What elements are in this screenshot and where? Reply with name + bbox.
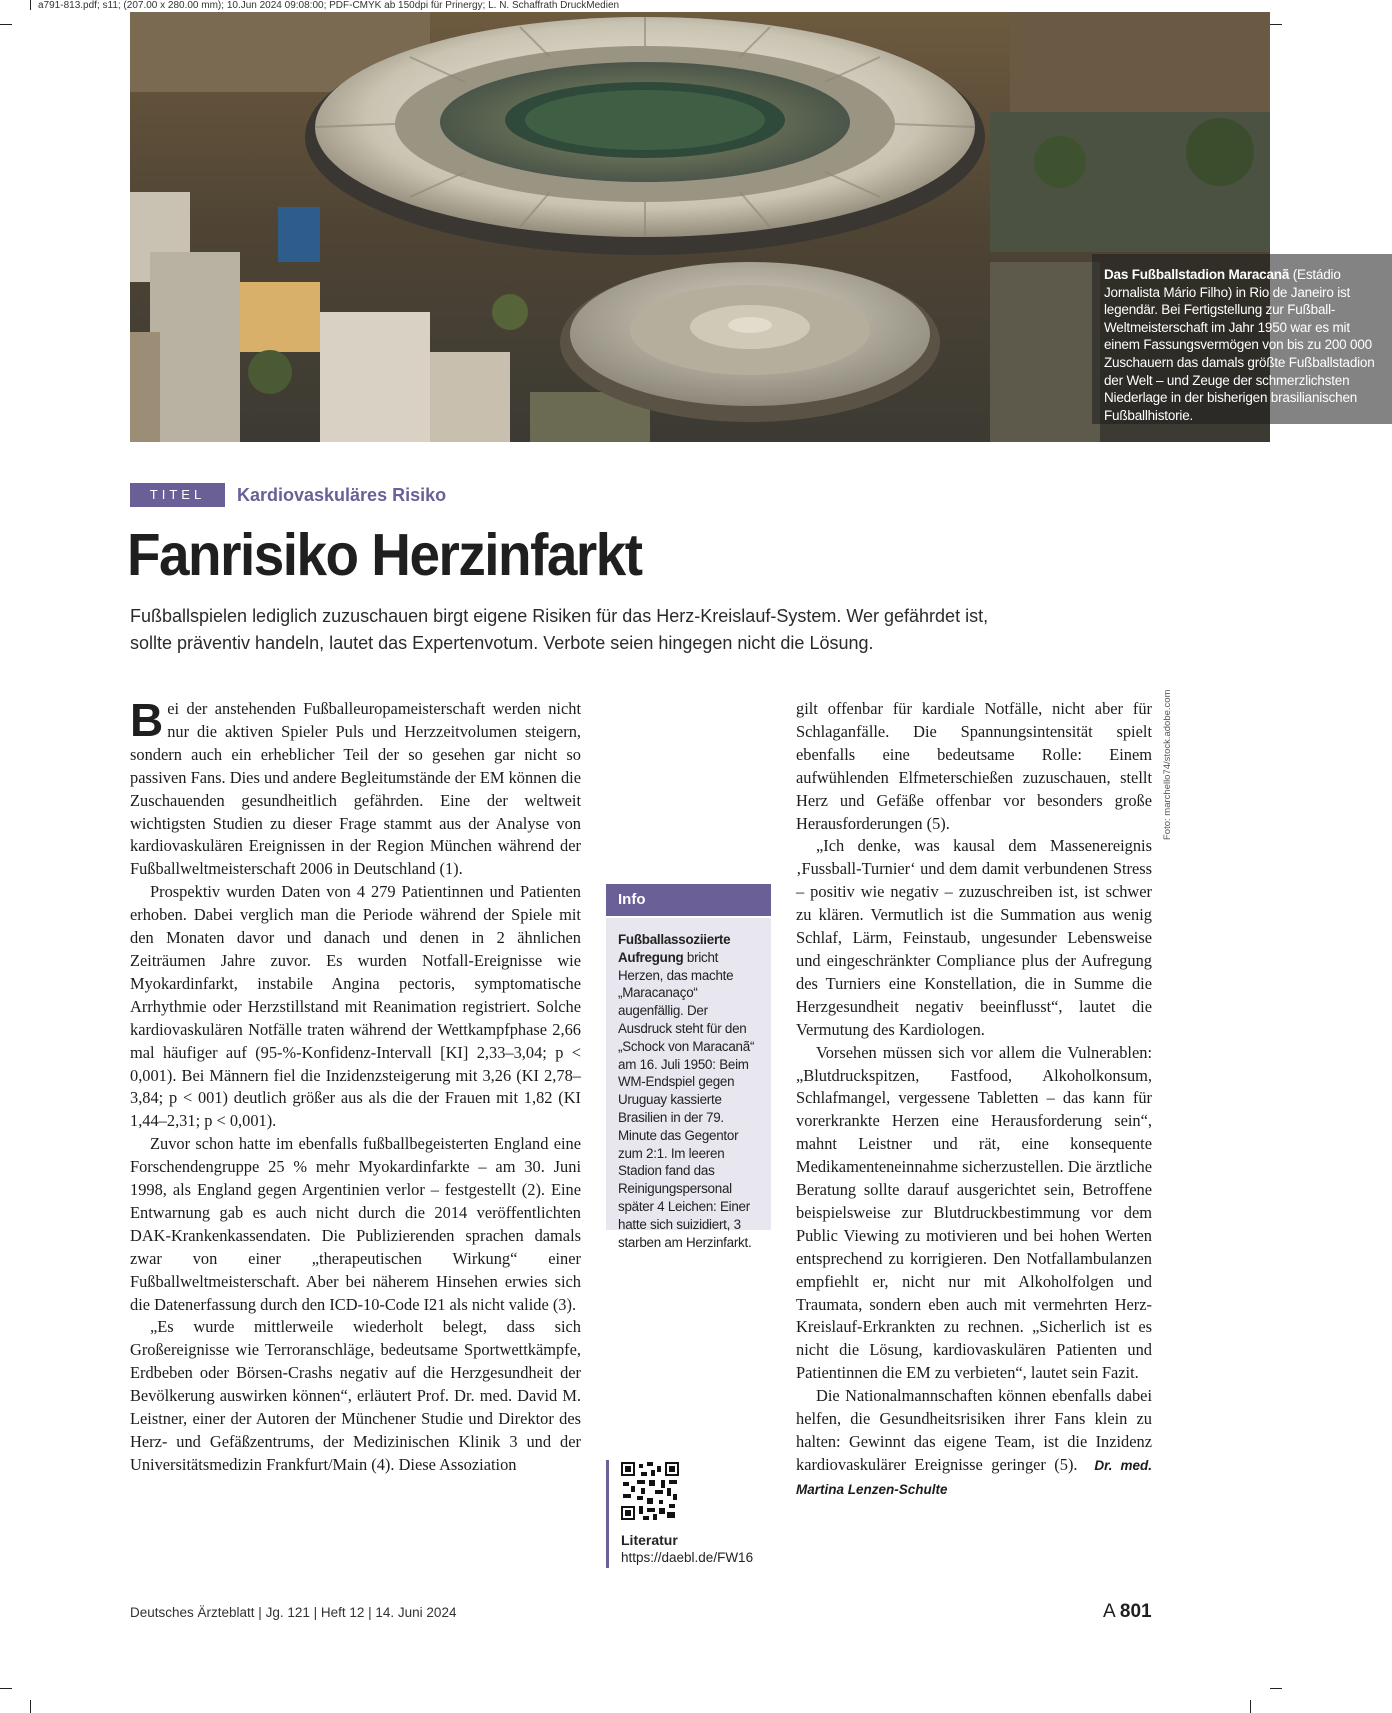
page-prefix: A xyxy=(1103,1601,1115,1622)
body-paragraph: Prospektiv wurden Daten von 4 279 Patientinnen und Patienten erhoben. Dabei verglich man die Periode während der Spiele mit den Monaten davor und danach und denen in 2 ähnlichen Zeiträumen Jahre zuvor. Es wurden Notfall-Ereignisse wie Myokardinfarkt, instabile Angina pectoris, symptomatische Arrhythmie oder Herzstillstand mit Reanimation registriert. Solche kardiovaskulären Notfälle traten während der Wettkampfphase 2,66 mal häufiger auf (95-%-Konfidenz-Intervall [KI] 2,33–3,04; p < 0,001). Bei Männern fiel die Inzidenzsteigerung mit 3,26 (KI 2,78–3,84; p < 001) deutlich größer aus als die der Frauen mit 1,82 (KI 1,44–2,31; p < 0,001). xyxy=(130,882,581,1131)
author-byline: Dr. med. Martina Lenzen-Schulte xyxy=(796,1457,1152,1497)
lead-line: Fußballspielen lediglich zuzuschauen birgt eigene Risiken für das Herz-Kreislauf-System. Wer gefährdet ist, xyxy=(130,606,989,626)
info-box-body xyxy=(606,918,771,1250)
crop-mark xyxy=(30,1700,31,1713)
body-text: ei der anstehenden Fußballeuropameisterschaft werden nicht nur die aktiven Spieler Puls und Herzzeitvolumen steigern, sondern auch ein erheblicher Teil der so gesehen gar nicht so passiven Fans. Dies und andere Begleitumstände der EM können die Zuschauenden gesundheitlich gefährden. Eine der weltweit wichtigsten Studien zu dieser Frage stammt aus der Analyse von kardiovaskulären Ereignissen in der Region München während der Fußballweltmeisterschaft 2006 in Deutschland (1). xyxy=(130,699,581,879)
body-paragraph xyxy=(796,1385,1152,1502)
page-number-value: 801 xyxy=(1119,1601,1152,1622)
body-paragraph: Vorsehen müssen sich vor allem die Vulnerablen: „Blutdruckspitzen, Fastfood, Alkoholkonsum, Schlafmangel, vergessene Tabletten – das kann für vorerkrankte Herzen eine Herausforderung sein“, mahnt Leistner und rät, eine konsequente Medikamenteneinnahme sicherzustellen. Die ärztliche Beratung sollte darauf ausgerichtet sein, Betroffene beispielsweise zur Blutdruckbestimmung vor dem Public Viewing zu motivieren und bei hohen Werten entsprechend zu korrigieren. Den Notfallambulanzen empfiehlt er, nicht nur mit Alkoholfolgen und Traumata, sondern eben auch mit vermehrten Herz-Kreislauf-Erkrankten zu rechnen. „Sicherlich ist es nicht die Lösung, kardiovaskulären Patienten und Patientinnen die EM zu verbieten“, lautet sein Fazit. xyxy=(796,1042,1152,1383)
drop-cap: B xyxy=(130,694,164,746)
body-paragraph: Zuvor schon hatte im ebenfalls fußballbegeisterten England eine Forschendengruppe 25 % mehr Myokardinfarkte – am 30. Juni 1998, als England gegen Argentinien verlor – festgestellt (2). Eine Entwarnung gab es auch nicht durch die 2014 veröffentlichten DAK-Krankenkassendaten. Die Publizierenden sprachen damals zwar von einer „therapeutischen Wirkung“ einer Fußballweltmeisterschaft. Aber bei näherem Hinsehen erwies sich die Datenerfassung durch den ICD-10-Code I21 als nicht valide (3). xyxy=(130,1134,581,1314)
photo-caption xyxy=(1092,254,1392,424)
lead-line: sollte präventiv handeln, lautet das Expertenvotum. Verbote seien hingegen nicht die Lösung. xyxy=(130,633,874,653)
info-box-text: bricht Herzen, das machte „Maracanaço“ augenfällig. Der Ausdruck steht für den „Schock von Maracanã“ am 16. Juli 1950: Beim WM-Endspiel gegen Uruguay kassierte Brasilien in der 79. Minute das Gegentor zum 2:1. Im leeren Stadion fand das Reinigungspersonal später 4 Leichen: Einer hatte sich suizidiert, 3 starben am Herzinfarkt. xyxy=(618,949,755,1250)
caption-text: (Estádio Jornalista Mário Filho) in Rio de Janeiro ist legendär. Bei Fertigstellung zur Fußball-Weltmeisterschaft im Jahr 1950 war es mit einem Fassungsvermögen von bis zu 200 000 Zuschauern das damals größte Fußballstadion der Welt – und Zeuge der schmerzlichsten Niederlage in der bisherigen brasilianischen Fußballhistorie. xyxy=(1104,267,1375,423)
caption-title: Das Fußballstadion Maracanã xyxy=(1104,267,1290,282)
rubric-badge: TITEL xyxy=(130,483,225,507)
body-text: Die Nationalmannschaften können ebenfalls dabei helfen, die Gesundheitsrisiken ihrer Fans klein zu halten: Gewinnt das eigene Team, ist die Inzidenz kardiovaskulärer Ereignisse geringer (5). xyxy=(796,1386,1152,1474)
literature-box xyxy=(606,1460,771,1568)
print-info: a791-813.pdf; s11; (207.00 x 280.00 mm); 10.Jun 2024 09:08:00; PDF-CMYK ab 150dpi für Prinergy; L. N. Schaffrath DruckMedien xyxy=(38,0,620,11)
headline: Fanrisiko Herzinfarkt xyxy=(127,522,642,588)
info-box-title: Info xyxy=(606,884,771,916)
crop-mark xyxy=(0,24,12,25)
lead-paragraph xyxy=(130,603,1090,657)
literature-title: Literatur xyxy=(621,1532,678,1548)
body-paragraph: „Ich denke, was kausal dem Massenereignis ‚Fussball-Turnier‘ und dem damit verbundenen Stress – positiv wie negativ – zuzuschreiben ist, ist schwer zu klären. Vermutlich ist die Summation aus wenig Schlaf, Lärm, Feinstaub, ungesunder Lebensweise und eingeschränkter Compliance plus der Aufregung des Turniers eine Konstellation, die in Summe die Herzgesundheit negativ beeinflusst“, lautet die Vermutung des Kardiologen. xyxy=(796,836,1152,1039)
page-number xyxy=(1103,1601,1152,1623)
literature-link[interactable]: https://daebl.de/FW16 xyxy=(621,1550,754,1565)
body-paragraph: „Es wurde mittlerweile wiederholt belegt, dass sich Großereignisse wie Terroranschläge, bedeutsame Sportwettkämpfe, Erdbeben oder Börsen-Crashs negativ auf die Herzgesundheit der Bevölkerung auswirken können“, erläutert Prof. Dr. med. David M. Leistner, einer der Autoren der Münchener Studie und Direktor des Herz- und Gefäßzentrums, der Medizinischen Klinik 3 und der Universitätsmedizin Frankfurt/Main (4). Diese Assoziation xyxy=(130,1317,581,1474)
article-column-2 xyxy=(796,698,1152,1502)
qr-code-icon[interactable] xyxy=(621,1462,679,1520)
crop-mark xyxy=(0,1688,12,1689)
journal-footer: Deutsches Ärzteblatt | Jg. 121 | Heft 12 | 14. Juni 2024 xyxy=(130,1605,457,1620)
article-column-1 xyxy=(130,694,581,1477)
body-paragraph xyxy=(130,694,581,881)
info-box xyxy=(606,884,771,1250)
info-box-lead: Fußballassoziierte Aufregung xyxy=(618,932,731,965)
crop-mark xyxy=(1250,1700,1251,1713)
crop-mark xyxy=(1270,24,1282,25)
crop-mark xyxy=(1270,1688,1282,1689)
photo-credit: Foto: marchello74/stock.adobe.com xyxy=(1162,689,1173,840)
hero-photo xyxy=(130,12,1375,442)
kicker: Kardiovaskuläres Risiko xyxy=(237,485,447,505)
crop-mark xyxy=(30,0,31,10)
body-paragraph: gilt offenbar für kardiale Notfälle, nicht aber für Schlaganfälle. Die Spannungsintensität spielt ebenfalls eine bedeutsame Rolle: Einem aufwühlenden Elfmeterschießen zuzuschauen, stellt Herz und Gefäße offenbar vor besonders große Herausforderungen (5). xyxy=(796,699,1152,833)
